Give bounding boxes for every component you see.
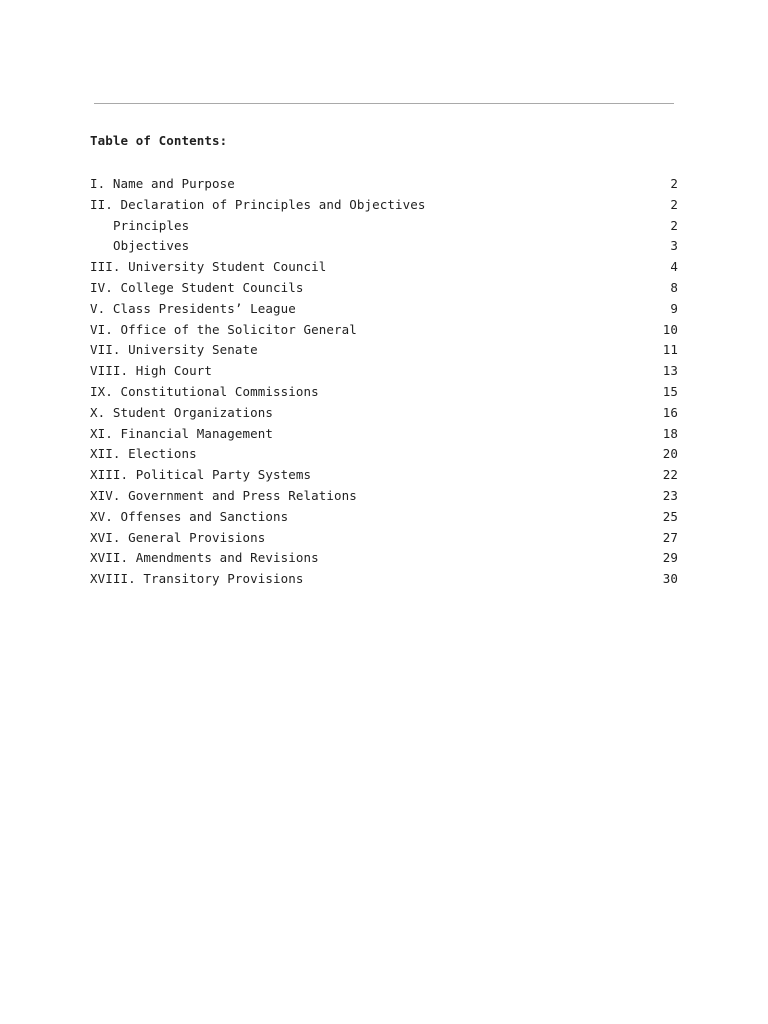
toc-entry[interactable] bbox=[90, 466, 678, 487]
toc-entry-label: VII. University Senate bbox=[90, 342, 258, 358]
toc-entry-page-number: 2 bbox=[670, 176, 678, 191]
toc-entry[interactable] bbox=[90, 404, 678, 425]
toc-entry-page-number: 16 bbox=[662, 404, 678, 420]
toc-entry[interactable] bbox=[90, 321, 678, 342]
toc-heading: Table of Contents: bbox=[90, 133, 228, 148]
horizontal-rule bbox=[94, 103, 674, 104]
toc-entry[interactable] bbox=[90, 383, 678, 404]
toc-entry-label: X. Student Organizations bbox=[90, 404, 274, 420]
toc-entry-label: XVIII. Transitory Provisions bbox=[90, 571, 304, 587]
toc-entry-label: IV. College Student Councils bbox=[90, 279, 304, 295]
toc-entry-page-number: 25 bbox=[662, 508, 678, 524]
toc-entry-label: III. University Student Council bbox=[90, 259, 327, 275]
toc-entry-page-number: 29 bbox=[662, 550, 678, 566]
toc-entry-page-number: 20 bbox=[662, 446, 678, 462]
toc-entry-page-number: 2 bbox=[670, 217, 678, 233]
toc-entry[interactable] bbox=[90, 258, 678, 279]
toc-entry-label: XV. Offenses and Sanctions bbox=[90, 508, 289, 524]
toc-entry-label: IX. Constitutional Commissions bbox=[90, 383, 319, 399]
toc-entry-label: XVI. General Provisions bbox=[90, 529, 266, 545]
toc-entry[interactable] bbox=[90, 196, 678, 217]
toc-entry-label: V. Class Presidents’ League bbox=[90, 300, 296, 316]
toc-entry-label: XII. Elections bbox=[90, 446, 197, 462]
toc-entry[interactable] bbox=[90, 237, 678, 258]
toc-entry[interactable] bbox=[90, 175, 678, 196]
toc-entry-label: II. Declaration of Principles and Objectives bbox=[90, 196, 426, 212]
toc-entry-page-number: 18 bbox=[662, 425, 678, 441]
toc-entry-label: Objectives bbox=[113, 238, 190, 254]
toc-entry[interactable] bbox=[90, 217, 678, 238]
toc-entry-page-number: 27 bbox=[662, 529, 678, 545]
toc-entry[interactable] bbox=[90, 300, 678, 321]
toc-entry-label: VI. Office of the Solicitor General bbox=[90, 321, 357, 337]
toc-entry-label: XIV. Government and Press Relations bbox=[90, 487, 357, 503]
toc-entry-page-number: 2 bbox=[670, 196, 678, 212]
toc-entry-label: XIII. Political Party Systems bbox=[90, 467, 312, 483]
toc-entry-label: VIII. High Court bbox=[90, 363, 213, 379]
toc-entry[interactable] bbox=[90, 341, 678, 362]
toc-entry[interactable] bbox=[90, 487, 678, 508]
toc-entry[interactable] bbox=[90, 425, 678, 446]
toc-entry-label: I. Name and Purpose bbox=[90, 176, 235, 191]
toc-entry-label: Principles bbox=[113, 217, 190, 233]
toc-entry-label: XVII. Amendments and Revisions bbox=[90, 550, 319, 566]
toc-entry-page-number: 10 bbox=[662, 321, 678, 337]
toc-entry-label: XI. Financial Management bbox=[90, 425, 274, 441]
toc-entry-page-number: 23 bbox=[662, 487, 678, 503]
toc-entry-page-number: 3 bbox=[670, 238, 678, 254]
toc-entry[interactable] bbox=[90, 445, 678, 466]
toc-entry-page-number: 8 bbox=[670, 279, 678, 295]
toc-entry-page-number: 9 bbox=[670, 300, 678, 316]
toc-entry-page-number: 30 bbox=[662, 571, 678, 587]
toc-entry[interactable] bbox=[90, 508, 678, 529]
toc-entry-page-number: 4 bbox=[670, 259, 678, 275]
toc-entry[interactable] bbox=[90, 279, 678, 300]
toc-entry[interactable] bbox=[90, 529, 678, 550]
toc-entry-page-number: 13 bbox=[662, 363, 678, 379]
toc-entry[interactable] bbox=[90, 570, 678, 591]
toc-entry-page-number: 22 bbox=[662, 467, 678, 483]
toc-entry[interactable] bbox=[90, 362, 678, 383]
toc-entry[interactable] bbox=[90, 549, 678, 570]
toc-list bbox=[90, 175, 678, 591]
toc-entry-page-number: 11 bbox=[662, 342, 678, 358]
toc-entry-page-number: 15 bbox=[662, 383, 678, 399]
